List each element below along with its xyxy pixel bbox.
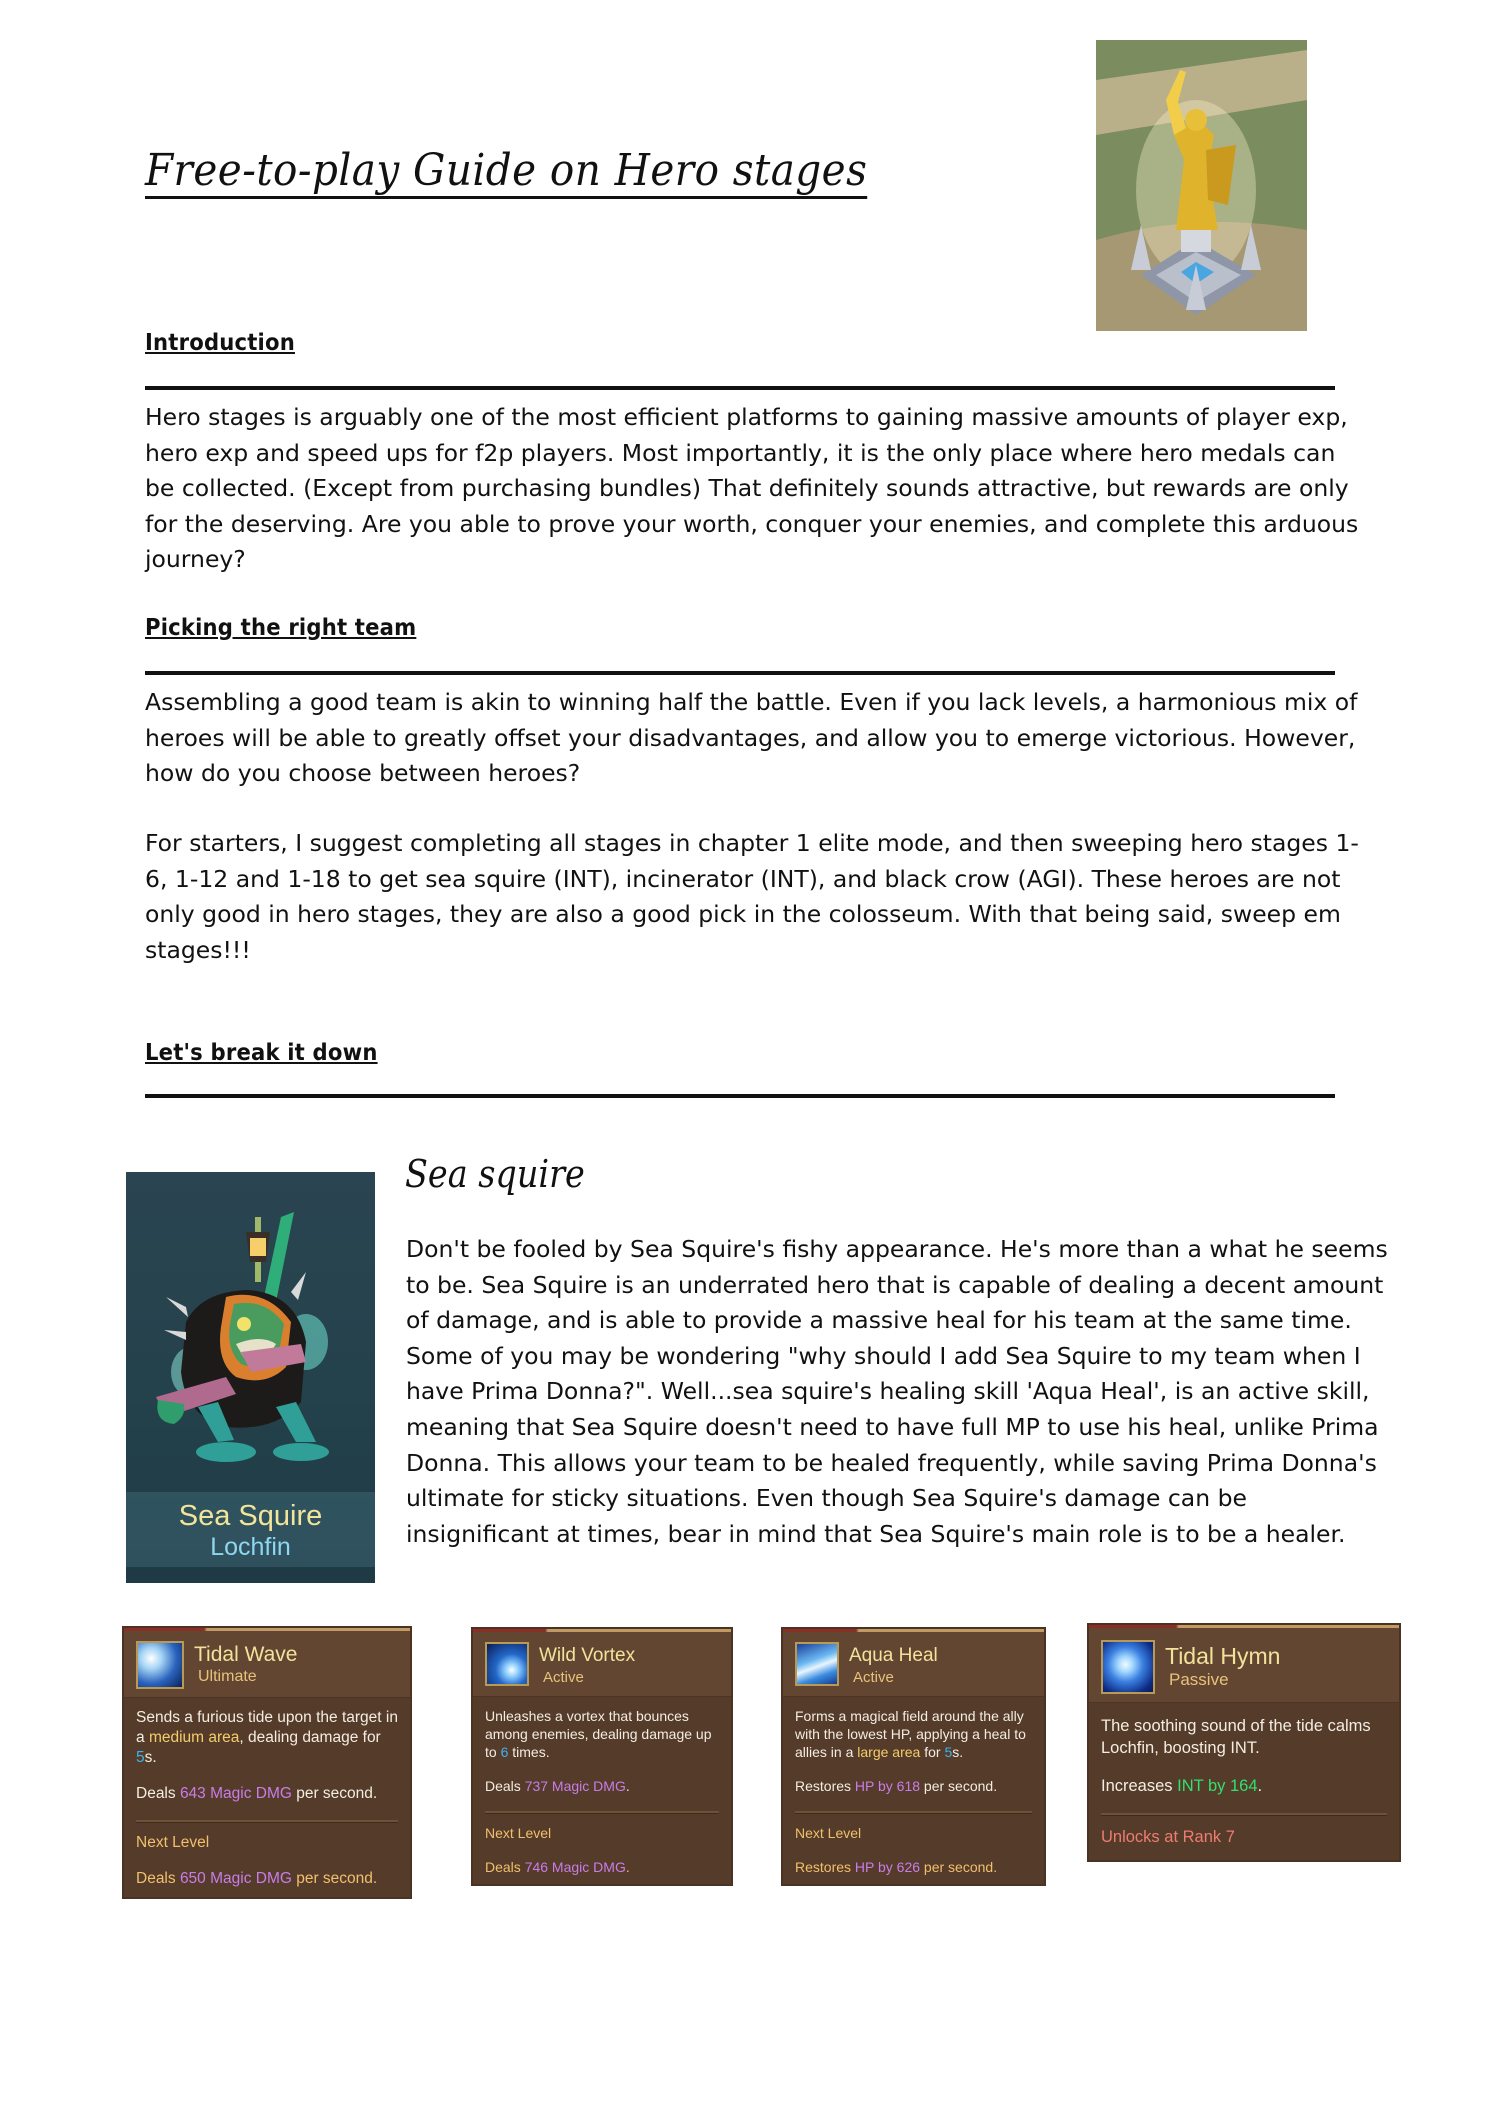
card-divider — [1101, 1813, 1387, 1816]
skill-description: Unleashes a vortex that bounces among enemies, dealing damage up to 6 times. — [485, 1708, 712, 1760]
skill-name: Tidal Hymn — [1165, 1643, 1281, 1669]
section-divider — [145, 386, 1335, 390]
vortex-orb-icon — [485, 1642, 529, 1686]
skill-stat: Deals 643 Magic DMG per second. — [136, 1785, 378, 1802]
section-divider — [145, 1094, 1335, 1098]
section-heading-picking-team: Picking the right team — [145, 615, 417, 641]
card-divider — [485, 1811, 719, 1814]
hero-nameplate — [126, 1492, 375, 1567]
next-level-stat: Restores HP by 626 per second. — [795, 1859, 998, 1875]
skill-card-header — [1089, 1628, 1399, 1703]
next-level-label: Next Level — [485, 1825, 552, 1841]
sea-squire-figure-icon — [126, 1172, 375, 1492]
skill-card-tidal-hymn — [1087, 1623, 1401, 1862]
skill-card-tidal-wave — [122, 1626, 412, 1899]
team-paragraph-2 — [145, 826, 1370, 968]
skill-card-body — [1089, 1703, 1399, 1860]
wave-icon — [136, 1641, 184, 1689]
hero-statue-image — [1096, 40, 1307, 331]
hero-description: Don't be fooled by Sea Squire's fishy appearance. He's more than a what he seems to be. Sea Squire is an underrated hero that is capable of dealing a decent amount of damage, and is able to provide a massive heal for his team at the same time. Some of you may be wondering "why should I add Sea Squire to my team when I have Prima Donna?". Well...sea squire's healing skill 'Aqua Heal', is an active skill, meaning that Sea Squire doesn't need to have full MP to use his heal, unlike Prima Donna. This allows your team to be healed frequently, while saving Prima Donna's ultimate for sticky situations. Even though Sea Squire's damage can be insignificant at times, bear in mind that Sea Squire's main role is to be a healer. — [406, 1235, 1388, 1548]
skill-card-header — [124, 1631, 410, 1698]
skill-name: Wild Vortex — [539, 1645, 636, 1666]
skill-card-aqua-heal — [781, 1627, 1046, 1886]
paragraph-text: For starters, I suggest completing all stages in chapter 1 elite mode, and then sweeping hero stages 1-6, 1-12 and 1-18 to get sea squire (INT), incinerator (INT), and black crow (AGI). These heroes are not only good in hero stages, they are also a good pick in the colosseum. With that being said, sweep em stages!!! — [145, 829, 1359, 964]
skill-name: Tidal Wave — [194, 1643, 298, 1666]
bubble-icon — [1101, 1640, 1155, 1694]
skill-card-header — [473, 1632, 731, 1697]
hero-title: Sea Squire — [178, 1500, 323, 1532]
section-heading-break-down: Let's break it down — [145, 1040, 378, 1066]
skill-type: Ultimate — [198, 1668, 257, 1685]
skill-type: Passive — [1169, 1670, 1229, 1689]
next-level-stat: Deals 650 Magic DMG per second. — [136, 1870, 378, 1887]
skill-stat: Deals 737 Magic DMG. — [485, 1778, 630, 1794]
skill-type: Active — [853, 1669, 894, 1686]
paragraph-text: Hero stages is arguably one of the most efficient platforms to gaining massive amounts of player exp, hero exp and speed ups for f2p players. Most importantly, it is the only place where hero medals can be collected. (Except from purchasing bundles) That definitely sounds attractive, but rewards are only for the deserving. Are you able to prove your worth, conquer your enemies, and complete this arduous journey? — [145, 403, 1359, 573]
skill-description: Sends a furious tide upon the target in a medium area, dealing damage for 5s. — [136, 1709, 398, 1766]
skill-name: Aqua Heal — [849, 1645, 938, 1666]
introduction-paragraph — [145, 400, 1370, 578]
hero-portrait-card — [126, 1172, 375, 1583]
skill-stat: Restores HP by 618 per second. — [795, 1778, 998, 1794]
card-divider — [136, 1820, 398, 1823]
skill-card-body — [783, 1697, 1044, 1884]
skill-description: Forms a magical field around the ally with the lowest HP, applying a heal to allies in a large area for 5s. — [795, 1708, 1026, 1760]
section-divider — [145, 671, 1335, 675]
section-heading-introduction: Introduction — [145, 330, 295, 356]
skill-type: Active — [543, 1669, 584, 1686]
skill-card-header — [783, 1632, 1044, 1697]
document-title: Free-to-play Guide on Hero stages — [145, 148, 867, 199]
skill-card-body — [473, 1697, 731, 1884]
skill-description: The soothing sound of the tide calms Lochfin, boosting INT. — [1101, 1717, 1371, 1757]
paragraph-text: Assembling a good team is akin to winning half the battle. Even if you lack levels, a harmonious mix of heroes will be able to greatly offset your disadvantages, and allow you to emerge victorious. However, how do you choose between heroes? — [145, 688, 1358, 787]
next-level-stat: Deals 746 Magic DMG. — [485, 1859, 630, 1875]
skill-stat: Increases INT by 164. — [1101, 1777, 1263, 1795]
hero-name: Lochfin — [210, 1533, 291, 1561]
water-splash-icon — [795, 1642, 839, 1686]
skill-card-body — [124, 1698, 410, 1897]
team-paragraph-1 — [145, 685, 1370, 792]
skill-card-wild-vortex — [471, 1627, 733, 1886]
statue-illustration-icon — [1096, 40, 1307, 331]
hero-heading: Sea squire — [405, 1152, 585, 1196]
unlock-requirement: Unlocks at Rank 7 — [1101, 1828, 1235, 1846]
next-level-label: Next Level — [136, 1834, 210, 1851]
card-divider — [795, 1811, 1032, 1814]
next-level-label: Next Level — [795, 1825, 862, 1841]
